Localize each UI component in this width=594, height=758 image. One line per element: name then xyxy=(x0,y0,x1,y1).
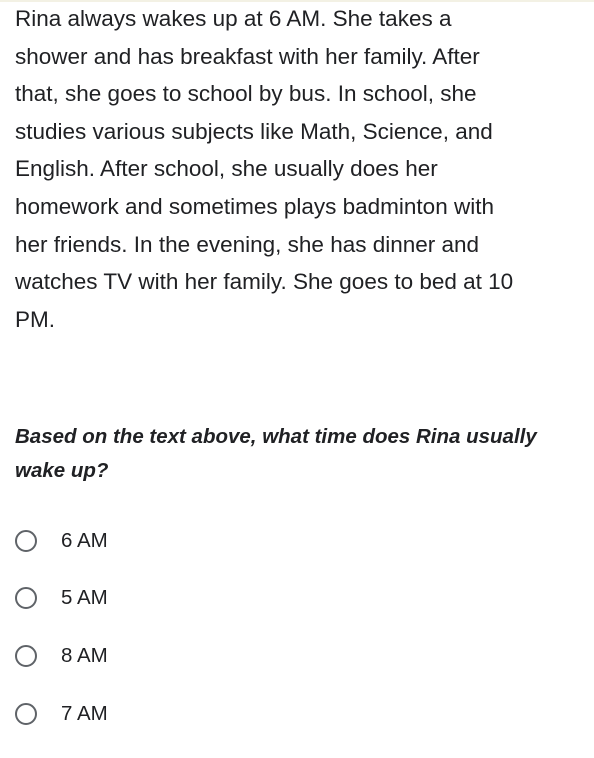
radio-button[interactable] xyxy=(15,645,37,667)
passage-line: that, she goes to school by bus. In school, she xyxy=(15,81,477,107)
option-label: 6 AM xyxy=(61,528,108,552)
option-8am[interactable] xyxy=(15,637,575,674)
option-label: 7 AM xyxy=(61,701,108,725)
option-label: 5 AM xyxy=(61,586,108,610)
option-6am[interactable] xyxy=(15,522,575,559)
reading-passage xyxy=(15,0,580,338)
question-line: wake up? xyxy=(15,459,109,482)
radio-button[interactable] xyxy=(15,703,37,725)
question-text xyxy=(15,420,575,488)
passage-line: homework and sometimes plays badminton with xyxy=(15,193,494,219)
option-label: 8 AM xyxy=(61,643,108,667)
passage-line: studies various subjects like Math, Science, and xyxy=(15,118,493,144)
passage-line: Rina always wakes up at 6 AM. She takes a xyxy=(15,6,452,31)
answer-options xyxy=(15,522,575,753)
option-5am[interactable] xyxy=(15,580,575,617)
passage-line: her friends. In the evening, she has dinner and xyxy=(15,231,480,257)
radio-button[interactable] xyxy=(15,530,37,552)
radio-button[interactable] xyxy=(15,587,37,609)
passage-line: shower and has breakfast with her family. After xyxy=(15,43,480,69)
passage-line: PM. xyxy=(15,306,56,332)
question-line: Based on the text above, what time does Rina usually xyxy=(15,425,537,448)
passage-line: English. After school, she usually does her xyxy=(15,156,438,182)
passage-line: watches TV with her family. She goes to bed at 10 xyxy=(15,269,514,295)
option-7am[interactable] xyxy=(15,695,575,732)
